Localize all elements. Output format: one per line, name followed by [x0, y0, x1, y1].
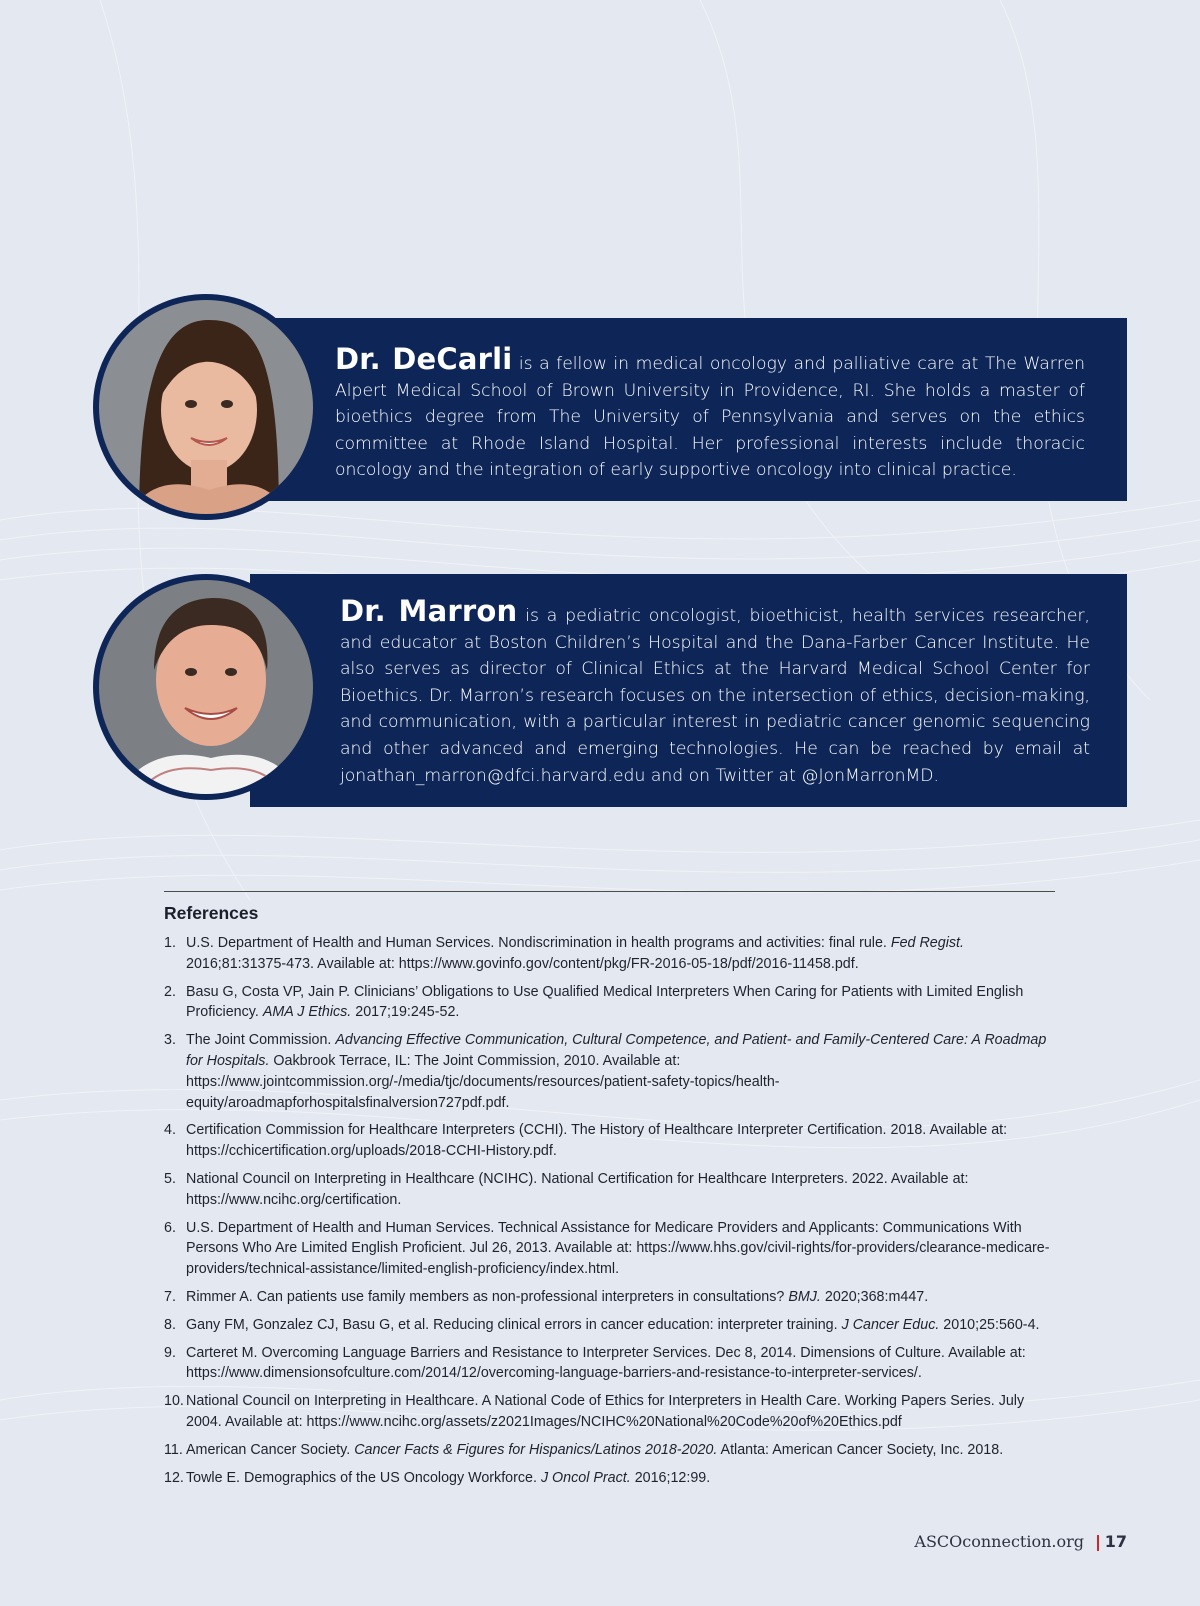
reference-item — [164, 1468, 1056, 1489]
reference-item — [164, 1287, 1056, 1308]
reference-text: Gany FM, Gonzalez CJ, Basu G, et al. Reducing clinical errors in cancer education: interpreter training. — [186, 1316, 842, 1333]
footer-separator — [1097, 1535, 1099, 1551]
reference-item — [164, 1391, 1056, 1433]
reference-text: Towle E. Demographics of the US Oncology Workforce. — [186, 1469, 541, 1486]
page-number: 17 — [1104, 1532, 1127, 1551]
reference-text: National Council on Interpreting in Healthcare (NCIHC). National Certification for Healthcare Interpreters. 2022. Available at: https://www.ncihc.org/certification. — [186, 1170, 969, 1208]
reference-text: Certification Commission for Healthcare Interpreters (CCHI). The History of Healthcare Interpreter Certification. 2018. Available at: https://cchicertification.org/uploads/2018-CCHI-History.pdf. — [186, 1122, 1008, 1160]
avatar-photo — [93, 294, 319, 520]
reference-number: 8. — [164, 1316, 176, 1333]
reference-item — [164, 1030, 1056, 1113]
reference-item — [164, 1169, 1056, 1211]
bio-name: Dr. Marron — [340, 594, 518, 628]
reference-number: 5. — [164, 1170, 176, 1187]
reference-journal: J Oncol Pract. — [540, 1469, 631, 1486]
bio-card-decarli — [0, 294, 1200, 524]
reference-details: 2017;19:245-52. — [351, 1004, 460, 1021]
reference-number: 9. — [164, 1344, 176, 1361]
reference-journal: Cancer Facts & Figures for Hispanics/Latinos 2018-2020. — [354, 1441, 718, 1458]
reference-number: 10. — [164, 1393, 184, 1410]
reference-journal: AMA J Ethics. — [262, 1004, 352, 1021]
page-footer — [0, 1532, 1200, 1556]
reference-text: U.S. Department of Health and Human Services. Technical Assistance for Medicare Providers and Applicants: Communications With Persons Who Are Limited English Proficient. Jul 26, 2013. Available at: https://www.hhs.gov/civil-rights/for-providers/clearance-medicare-providers/technical-assistance/limited-english-proficiency/index.html. — [186, 1219, 1050, 1278]
bio-name: Dr. DeCarli — [335, 342, 513, 376]
reference-item — [164, 1315, 1056, 1336]
references-heading: References — [164, 903, 259, 923]
reference-number: 12. — [164, 1469, 184, 1486]
reference-number: 1. — [164, 935, 176, 951]
portrait-man-image — [99, 580, 313, 794]
reference-item — [164, 1120, 1056, 1162]
reference-details: 2016;81:31375-473. Available at: https://www.govinfo.gov/content/pkg/FR-2016-05-18/pdf/2016-11458.pdf. — [186, 955, 859, 972]
reference-journal: Fed Regist. — [890, 935, 964, 951]
reference-text: National Council on Interpreting in Healthcare. A National Code of Ethics for Interpreters in Health Care. Working Papers Series. July 2004. Available at: https://www.ncihc.org/assets/z2021Images/NCIHC%20National%20Code%20of%20Ethics.pdf — [186, 1393, 1025, 1430]
bio-box — [250, 318, 1127, 501]
bio-text — [335, 342, 1086, 484]
reference-number: 3. — [164, 1032, 176, 1049]
reference-item — [164, 1343, 1056, 1385]
reference-number: 7. — [164, 1288, 176, 1305]
reference-item — [164, 933, 1056, 975]
reference-number: 11. — [164, 1441, 183, 1458]
footer-site-link[interactable]: ASCOconnection.org — [914, 1532, 1084, 1551]
portrait-woman-image — [99, 300, 313, 514]
reference-journal: BMJ. — [788, 1288, 821, 1305]
reference-journal: Advancing Effective Communication, Cultural Competence, and Patient- and Family-Centered Care: A Roadmap for Hospitals. — [186, 1032, 1047, 1069]
reference-text: U.S. Department of Health and Human Services. Nondiscrimination in health programs and activities: final rule. — [186, 935, 891, 951]
reference-text: American Cancer Society. — [186, 1441, 355, 1458]
bio-text — [340, 594, 1091, 789]
reference-item — [164, 1440, 1056, 1461]
reference-text: Rimmer A. Can patients use family members as non-professional interpreters in consultations? — [186, 1288, 789, 1305]
references-list — [164, 933, 1056, 1495]
reference-details: 2010;25:560-4. — [939, 1316, 1040, 1333]
reference-number: 4. — [164, 1122, 176, 1139]
reference-item — [164, 1218, 1056, 1280]
reference-journal: J Cancer Educ. — [841, 1316, 940, 1333]
reference-text: The Joint Commission. — [186, 1032, 336, 1049]
reference-details: Oakbrook Terrace, IL: The Joint Commission, 2010. Available at: https://www.jointcommission.org/-/media/tjc/documents/resources/patient-safety-topics/health-equity/aroadmapforhospitalsfinalversion727pdf.pdf. — [186, 1052, 780, 1111]
reference-text: Basu G, Costa VP, Jain P. Clinicians’ Obligations to Use Qualified Medical Interpreters When Caring for Patients with Limited English Proficiency. — [186, 983, 1024, 1021]
reference-text: Carteret M. Overcoming Language Barriers and Resistance to Interpreter Services. Dec 8, 2014. Dimensions of Culture. Available at: https://www.dimensionsofculture.com/2014/12/overcoming-language-barriers-and-resistance-to-interpreter-services/. — [186, 1344, 1026, 1382]
reference-item — [164, 982, 1056, 1024]
avatar-photo — [93, 574, 319, 800]
section-divider — [164, 891, 1055, 892]
bio-description: is a fellow in medical oncology and palliative care at The Warren Alpert Medical School of Brown University in Providence, RI. She holds a master of bioethics degree from The University of Pennsylvania and serves on the ethics committee at Rhode Island Hospital. Her professional interests include thoracic oncology and the integration of early supportive oncology into clinical practice. — [335, 354, 1086, 481]
reference-details: 2020;368:m447. — [820, 1288, 929, 1305]
bio-description: is a pediatric oncologist, bioethicist, health services researcher, and educator at Boston Children’s Hospital and the Dana-Farber Cancer Institute. He also serves as director of Clinical Ethics at the Harvard Medical School Center for Bioethics. Dr. Marron’s research focuses on the intersection of ethics, decision-making, and communication, with a particular interest in pediatric cancer genomic sequencing and other advanced and emerging technologies. He can be reached by email at jonathan_marron@dfci.harvard.edu and on Twitter at @JonMarronMD. — [340, 606, 1091, 786]
reference-details: Atlanta: American Cancer Society, Inc. 2018. — [717, 1441, 1004, 1458]
reference-number: 2. — [164, 983, 176, 1000]
reference-number: 6. — [164, 1219, 176, 1236]
reference-details: 2016;12:99. — [630, 1469, 711, 1486]
bio-card-marron — [0, 574, 1200, 814]
bio-box — [250, 574, 1127, 807]
